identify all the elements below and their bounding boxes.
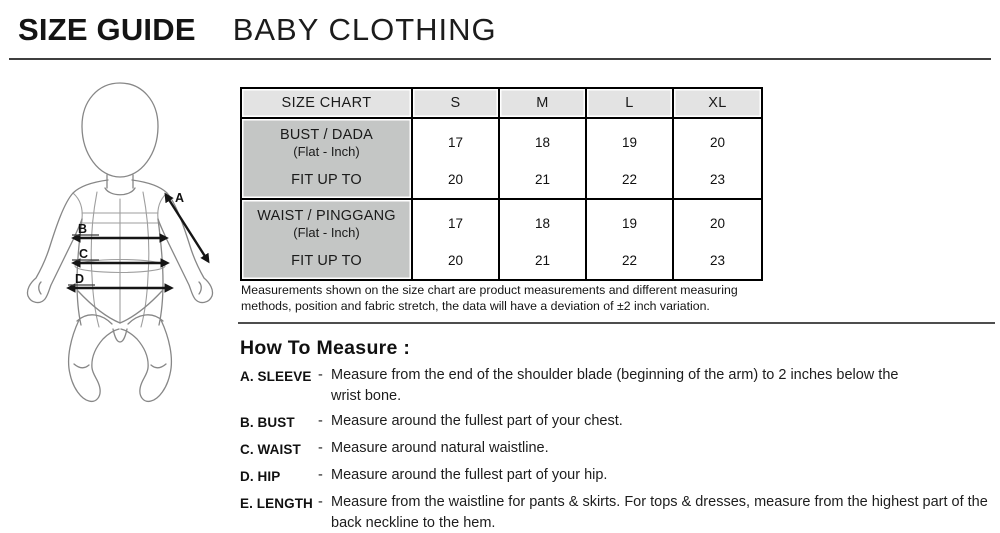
waist-row-header — [241, 199, 412, 280]
baby-knee-right — [151, 364, 166, 368]
baby-left-thumb — [39, 282, 41, 294]
item-label: E. LENGTH — [240, 495, 313, 511]
title-category: BABY CLOTHING — [232, 12, 497, 47]
bust-fit-m: 21 — [534, 172, 551, 187]
waist-values-s — [412, 199, 499, 280]
bust-values-l — [586, 118, 673, 199]
size-col-m: M — [499, 88, 586, 118]
item-description: Measure around the fullest part of your hip. — [331, 467, 608, 483]
title-divider — [9, 58, 991, 60]
waist-fit-s: 20 — [447, 253, 464, 268]
size-chart-header-row — [241, 88, 762, 118]
baby-right-leg — [121, 320, 171, 401]
bust-flat-m: 18 — [534, 135, 551, 150]
waist-fit-l: 22 — [621, 253, 638, 268]
bust-values-s — [412, 118, 499, 199]
bust-fit-l: 22 — [621, 172, 638, 187]
arrow-label-b: B — [78, 222, 88, 236]
list-item-length — [240, 492, 996, 533]
how-to-measure-list — [240, 365, 996, 533]
item-dash: - — [318, 494, 323, 510]
list-item-bust — [240, 411, 996, 433]
item-label: B. BUST — [240, 414, 295, 430]
arrow-label-d: D — [75, 272, 85, 286]
bust-values-m — [499, 118, 586, 199]
baby-torso-right — [158, 219, 163, 325]
item-description: Measure around natural waistline. — [331, 440, 549, 456]
item-description: Measure from the waistline for pants & skirts. For tops & dresses, measure from the highest part of the back neckline to the hem. — [331, 494, 988, 531]
item-description: Measure from the end of the shoulder blade (beginning of the arm) to 2 inches below the wrist bone. — [331, 367, 899, 404]
size-col-s: S — [412, 88, 499, 118]
item-dash: - — [318, 440, 323, 456]
bust-flat-xl: 20 — [709, 135, 726, 150]
arrow-label-a: A — [175, 191, 185, 205]
waist-flat-s: 17 — [447, 216, 464, 231]
size-chart-disclaimer: Measurements shown on the size chart are product measurements and different measuring methods, position and fabric stretch, the data will have a deviation of ±2 inch variation. — [241, 283, 738, 314]
waist-values-l — [586, 199, 673, 280]
item-label: D. HIP — [240, 468, 281, 484]
bust-section-row — [241, 118, 762, 199]
size-col-xl: XL — [673, 88, 762, 118]
size-col-l: L — [586, 88, 673, 118]
item-dash: - — [318, 413, 323, 429]
list-item-waist — [240, 438, 996, 460]
item-label: A. SLEEVE — [240, 368, 312, 384]
baby-measurement-diagram — [25, 80, 240, 450]
section-divider — [238, 322, 995, 324]
baby-collar — [105, 188, 135, 195]
waist-section-row — [241, 199, 762, 280]
baby-diaper-left — [78, 291, 120, 323]
item-description: Measure around the fullest part of your chest. — [331, 413, 623, 429]
page-title — [18, 12, 497, 48]
waist-row-note: (Flat - Inch) — [293, 224, 360, 240]
waist-values-xl — [673, 199, 762, 280]
baby-head — [82, 83, 158, 177]
waist-values-m — [499, 199, 586, 280]
bust-fit-label: FIT UP TO — [291, 171, 362, 188]
baby-right-thumb — [199, 282, 201, 294]
waist-row-title: WAIST / PINGGANG — [257, 207, 396, 224]
item-dash: - — [318, 467, 323, 483]
size-chart-table — [240, 87, 763, 281]
title-size-guide: SIZE GUIDE — [18, 12, 196, 47]
waist-flat-l: 19 — [621, 216, 638, 231]
bust-values-xl — [673, 118, 762, 199]
list-item-hip — [240, 465, 996, 487]
bust-row-header — [241, 118, 412, 199]
arrow-label-c: C — [79, 247, 89, 261]
item-label: C. WAIST — [240, 441, 301, 457]
waist-flat-xl: 20 — [709, 216, 726, 231]
bust-fit-xl: 23 — [709, 172, 726, 187]
bust-flat-s: 17 — [447, 135, 464, 150]
waist-fit-xl: 23 — [709, 253, 726, 268]
baby-left-leg — [69, 320, 119, 401]
bust-row-note: (Flat - Inch) — [293, 143, 360, 159]
measure-arrows — [68, 195, 208, 288]
bust-flat-l: 19 — [621, 135, 638, 150]
bust-fit-s: 20 — [447, 172, 464, 187]
waist-fit-label: FIT UP TO — [291, 252, 362, 269]
list-item-sleeve — [240, 365, 996, 406]
size-chart-corner: SIZE CHART — [241, 88, 412, 118]
item-dash: - — [318, 367, 323, 383]
waist-flat-m: 18 — [534, 216, 551, 231]
baby-figure-svg — [25, 80, 240, 450]
bust-row-title: BUST / DADA — [280, 126, 373, 143]
baby-knee-left — [74, 364, 89, 368]
how-to-measure-heading: How To Measure : — [240, 337, 411, 359]
waist-fit-m: 21 — [534, 253, 551, 268]
baby-diaper-right — [120, 291, 162, 323]
